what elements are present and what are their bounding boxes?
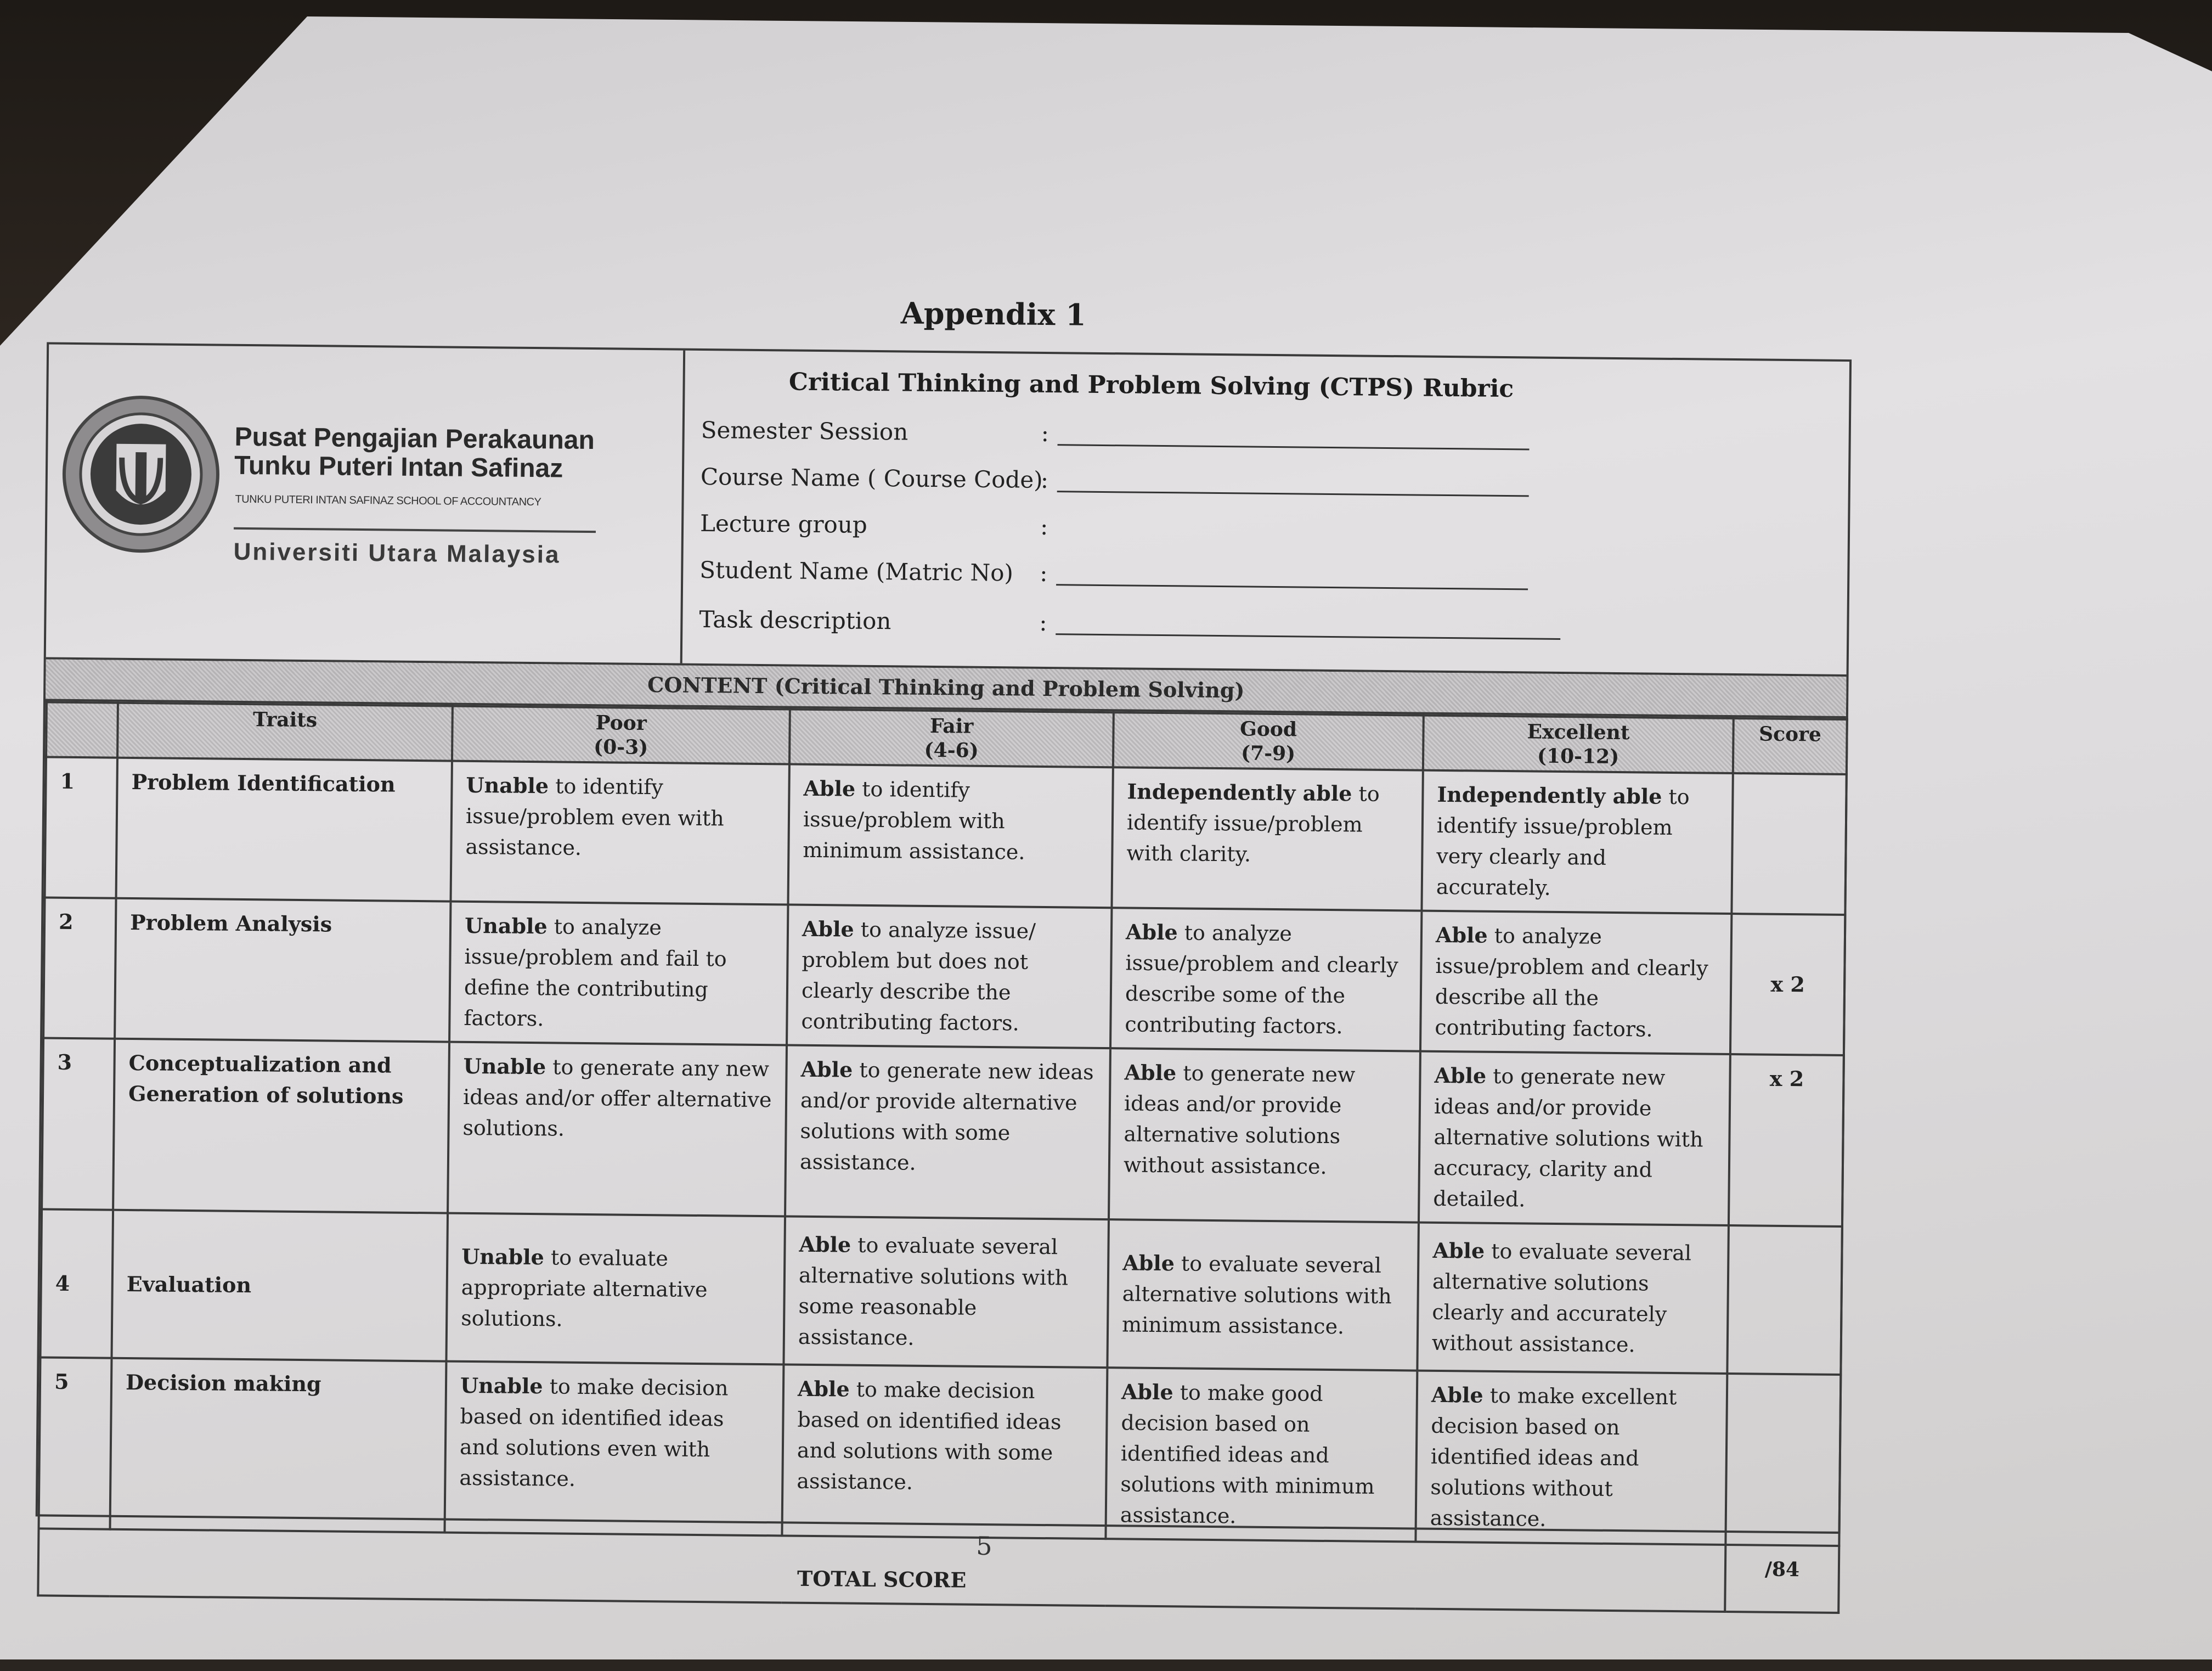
descriptor: to analyze issue/problem and fail to define the contributing factors.	[464, 914, 727, 1031]
cell-fair	[785, 1045, 1110, 1219]
descriptor: to generate any new ideas and/or offer alternative solutions.	[462, 1055, 772, 1141]
keyword: Independently able	[1437, 781, 1662, 809]
col-range: (0-3)	[593, 735, 648, 759]
field-line[interactable]	[1056, 633, 1560, 640]
school-name-malay	[234, 423, 595, 483]
descriptor: to make decision based on identified ideas and solutions even with assistance.	[459, 1374, 729, 1491]
keyword: Able	[1124, 1060, 1177, 1085]
cell-poor	[444, 1361, 783, 1536]
university-seal-icon	[58, 391, 224, 558]
descriptor: to evaluate appropriate alternative solutions.	[461, 1245, 708, 1331]
keyword: Able	[799, 1231, 851, 1257]
keyword: Able	[1122, 1250, 1175, 1276]
school-name-english: TUNKU PUTERI INTAN SAFINAZ SCHOOL OF ACCOUNTANCY	[235, 493, 541, 509]
cell-poor	[448, 1042, 787, 1217]
cell-poor	[449, 902, 788, 1045]
cell-poor	[451, 761, 789, 905]
cell-good	[1107, 1219, 1419, 1370]
trait-name: Problem Analysis	[115, 898, 450, 1042]
field-colon: :	[1041, 419, 1049, 447]
row-number: 1	[45, 757, 117, 898]
cell-poor	[446, 1213, 785, 1365]
col-score: Score	[1733, 718, 1847, 774]
keyword: Able	[1125, 919, 1178, 945]
descriptor: to identify issue/problem with minimum assistance.	[803, 777, 1025, 864]
col-label: Good	[1239, 717, 1297, 741]
field-label: Lecture group	[699, 509, 868, 538]
institution-block	[46, 345, 685, 663]
col-traits: Traits	[117, 703, 453, 761]
row-number: 2	[43, 898, 116, 1039]
descriptor: to make excellent decision based on identified ideas and solutions without assistance.	[1430, 1383, 1677, 1531]
field-label: Semester Session	[701, 416, 909, 446]
score-cell[interactable]	[1731, 773, 1846, 915]
trait-name: Evaluation	[111, 1210, 448, 1361]
field-colon: :	[1040, 513, 1048, 541]
descriptor: to identify issue/problem very clearly and accurately.	[1436, 784, 1690, 900]
descriptor: to evaluate several alternative solutions with minimum assistance.	[1121, 1251, 1392, 1339]
keyword: Able	[1121, 1379, 1173, 1405]
cell-excellent	[1420, 911, 1731, 1054]
cell-excellent	[1415, 1371, 1727, 1545]
descriptor: to analyze issue/problem and clearly describe some of the contributing factors.	[1125, 920, 1398, 1039]
descriptor: to evaluate several alternative solutions with some reasonable assistance.	[798, 1233, 1069, 1350]
descriptor: to generate new ideas and/or provide alternative solutions without assistance.	[1123, 1061, 1356, 1179]
keyword: Able	[800, 1056, 853, 1082]
form-header	[46, 345, 1849, 677]
descriptor: to identify issue/problem with clarity.	[1126, 781, 1380, 867]
keyword: Unable	[460, 1372, 543, 1399]
descriptor: to identify issue/problem even with assistance.	[465, 774, 724, 860]
col-excellent	[1423, 716, 1734, 773]
field-colon: :	[1040, 559, 1048, 587]
keyword: Able	[1432, 1237, 1485, 1263]
trait-name: Conceptualization and Generation of solutions	[113, 1039, 449, 1213]
school-name-line2: Tunku Puteri Intan Safinaz	[234, 451, 563, 483]
col-range: (7-9)	[1240, 741, 1296, 766]
keyword: Able	[802, 916, 854, 942]
table-row	[42, 1038, 1844, 1226]
cell-fair	[783, 1216, 1109, 1368]
keyword: Unable	[466, 772, 549, 798]
field-line[interactable]	[1058, 444, 1530, 450]
cell-excellent	[1419, 1051, 1730, 1225]
descriptor: to generate new ideas and/or provide alternative solutions with accuracy, clarity and detailed.	[1433, 1064, 1703, 1212]
cell-good	[1109, 1048, 1420, 1222]
field-line[interactable]	[1057, 491, 1529, 497]
university-name: Universiti Utara Malaysia	[233, 538, 561, 569]
descriptor: to analyze issue/ problem but does not clearly describe the contributing factors.	[801, 917, 1036, 1036]
descriptor: to make decision based on identified ideas and solutions with some assistance.	[797, 1377, 1062, 1494]
rubric-info	[682, 351, 1849, 674]
keyword: Unable	[461, 1244, 545, 1270]
col-label: Fair	[929, 714, 974, 738]
cell-fair	[787, 905, 1111, 1049]
keyword: Able	[1435, 922, 1488, 948]
cell-good	[1105, 1368, 1417, 1541]
keyword: Able	[803, 775, 856, 801]
score-cell[interactable]	[1727, 1225, 1842, 1375]
table-row	[39, 1357, 1841, 1545]
cell-excellent	[1417, 1223, 1729, 1374]
trait-name: Decision making	[110, 1358, 446, 1533]
field-colon: :	[1039, 609, 1047, 637]
table-row	[40, 1209, 1842, 1374]
col-label: Poor	[595, 711, 647, 735]
row-number: 5	[39, 1357, 112, 1529]
field-lecture-group[interactable]	[699, 509, 1048, 543]
total-score-label: TOTAL SCORE	[38, 1528, 1725, 1612]
field-line[interactable]	[1056, 584, 1528, 590]
col-fair	[789, 710, 1114, 768]
score-cell[interactable]: x 2	[1729, 1054, 1844, 1226]
descriptor: to analyze issue/problem and clearly describe all the contributing factors.	[1435, 923, 1708, 1042]
table-row	[43, 898, 1845, 1055]
total-score-value[interactable]: /84	[1725, 1545, 1839, 1613]
school-name-line1: Pusat Pengajian Perakaunan	[234, 422, 595, 455]
keyword: Able	[1434, 1062, 1487, 1088]
rubric-table	[37, 701, 1848, 1613]
col-poor	[452, 706, 790, 764]
cell-good	[1110, 908, 1421, 1051]
descriptor: to generate new ideas and/or provide alternative solutions with some assistance.	[799, 1057, 1094, 1175]
row-number: 4	[40, 1209, 113, 1358]
descriptor: to make good decision based on identified ideas and solutions with minimum assistance.	[1120, 1380, 1375, 1528]
field-label: Task description	[699, 605, 891, 635]
content-band: CONTENT (Critical Thinking and Problem Solving)	[46, 660, 1847, 719]
keyword: Unable	[464, 913, 548, 939]
keyword: Able	[1431, 1382, 1483, 1408]
table-row	[45, 757, 1847, 915]
row-number: 3	[42, 1038, 115, 1209]
field-student-name[interactable]	[699, 556, 1048, 589]
cell-good	[1111, 767, 1423, 910]
keyword: Independently able	[1127, 779, 1352, 806]
field-colon: :	[1040, 466, 1049, 494]
field-label: Course Name ( Course Code)	[700, 463, 1043, 493]
col-range: (4-6)	[924, 738, 979, 762]
col-good	[1113, 712, 1424, 770]
cell-fair	[788, 764, 1113, 908]
col-range: (10-12)	[1537, 744, 1620, 769]
cell-excellent	[1421, 770, 1733, 914]
rubric-title: Critical Thinking and Problem Solving (CTPS) Rubric	[788, 368, 1514, 403]
appendix-title: Appendix 1	[900, 295, 1087, 333]
keyword: Able	[797, 1376, 850, 1402]
page-number: 5	[976, 1531, 992, 1561]
divider	[234, 527, 596, 533]
col-label: Excellent	[1527, 720, 1630, 745]
descriptor: to evaluate several alternative solutions clearly and accurately without assistance.	[1431, 1239, 1692, 1357]
trait-name: Problem Identification	[116, 758, 452, 902]
cell-fair	[782, 1364, 1107, 1539]
keyword: Unable	[463, 1053, 546, 1079]
field-label: Student Name (Matric No)	[699, 556, 1014, 587]
rubric-form	[36, 342, 1852, 1593]
score-cell[interactable]: x 2	[1730, 914, 1845, 1055]
score-cell[interactable]	[1725, 1374, 1841, 1546]
col-num	[46, 702, 118, 758]
